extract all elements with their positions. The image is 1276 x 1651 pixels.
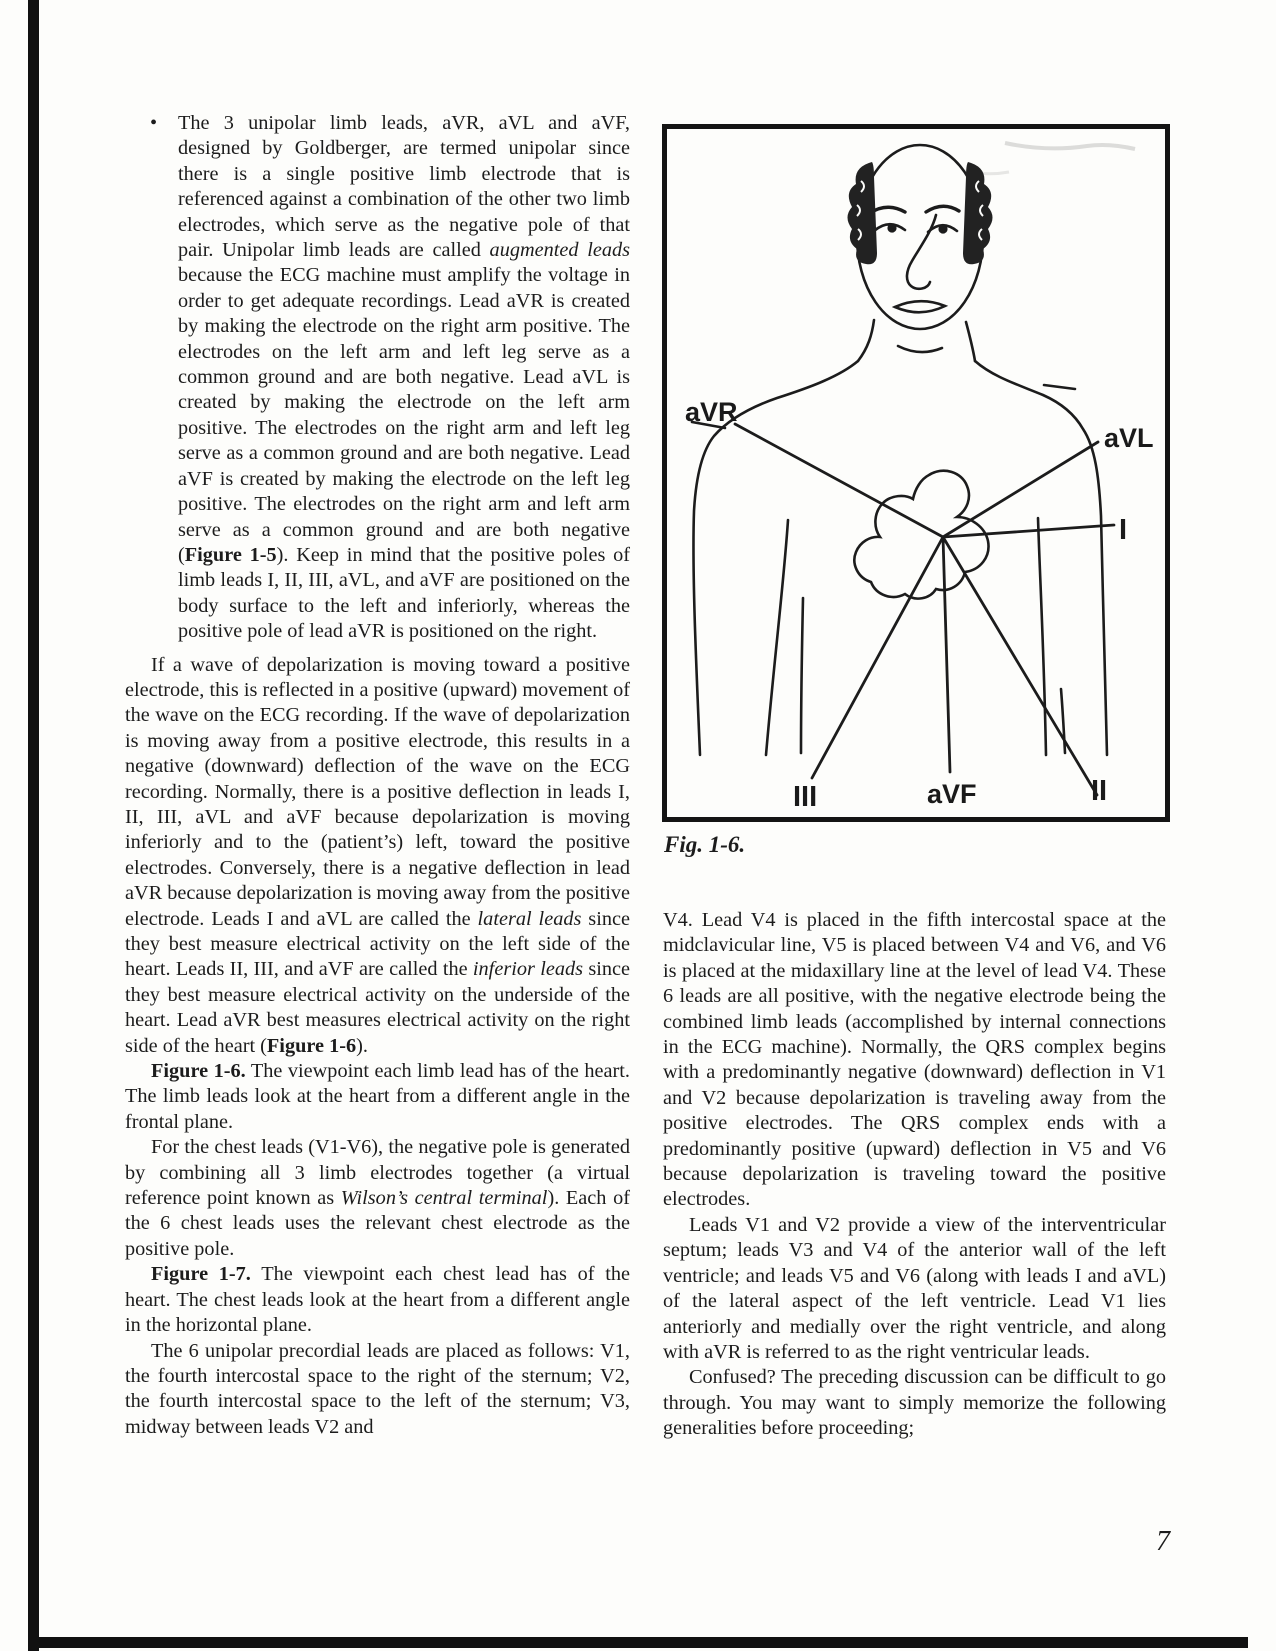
label-avf: aVF — [927, 779, 977, 809]
left-column — [125, 111, 630, 1440]
scan-border-bottom — [28, 1637, 1248, 1648]
paragraph-chest-leads: For the chest leads (V1-V6), the negative pole is generated by combining all 3 limb electrodes together (a virtual reference point known as Wilson’s central terminal). Each of the 6 chest leads uses the relevant chest electrode as the positive pole. — [125, 1136, 630, 1260]
page-number: 7 — [1156, 1526, 1170, 1557]
neck-crease — [898, 346, 942, 352]
paragraph-lead-views: Leads V1 and V2 provide a view of the interventricular septum; leads V3 and V4 of the anterior wall of the left ventricle; and leads V5 and V6 (along with leads I and aVL) of the lateral aspect of the left ventricle. Lead V1 lies anteriorly and medially over the right ventricle, and along with aVR is referred to as the right ventricular leads. — [663, 1213, 1166, 1363]
figure-caption: Fig. 1-6. — [664, 832, 746, 857]
right-arm-outline — [975, 361, 1107, 755]
paragraph-depolarization: If a wave of depolarization is moving toward a positive electrode, this is reflected in a positive (upward) movement of the wave on the ECG recording. If the wave of depolarization is moving away from a positive electrode, this results in a negative (downward) deflection of the wave on the ECG recording. Normally, there is a positive deflection in leads I, II, III, aVL and aVF because depolarization is moving inferiorly and to the (patient’s) left, toward the positive electrodes. Conversely, there is a negative deflection in lead aVR because depolarization is moving away from the positive electrode. Leads I and aVL are called the lateral leads since they best measure electrical activity on the left side of the heart. Leads II, III, and aVF are called the inferior leads since they best measure electrical activity on the underside of the heart. Lead aVR best measures electrical activity on the right side of the heart (Figure 1-6). — [125, 653, 630, 1057]
label-lead-i: I — [1119, 514, 1128, 546]
right-pupil — [938, 224, 947, 233]
avf-axis-line — [943, 537, 950, 772]
label-lead-ii: II — [1091, 775, 1108, 807]
left-pupil — [887, 223, 896, 232]
paragraph-precordial-leads: The 6 unipolar precordial leads are placed as follows: V1, the fourth intercostal space to the right of the sternum; V2, the fourth intercostal space to the left of the sternum; V3, midway between leads V2 and — [125, 1339, 630, 1438]
label-avl: aVL — [1104, 423, 1154, 453]
mouth — [895, 301, 945, 312]
bullet-paragraph: The 3 unipolar limb leads, aVR, aVL and aVF, designed by Goldberger, are termed unipolar since there is a single positive limb electrode that is referenced against a combination of the other two limb electrodes, which serve as the negative pole of that pair. Unipolar limb leads are called augmented leads because the ECG machine must amplify the voltage in order to get adequate recordings. Lead aVR is created by making the electrode on the right arm positive. The electrodes on the left arm and left leg serve as a common ground and are both negative. Lead aVL is created by making the electrode on the left arm positive. The electrodes on the right arm and left leg serve as a common ground and are both negative. Lead aVF is created by making the electrode on the left leg positive. The electrodes on the right arm and left arm serve as a common ground and are both negative (Figure 1-5). Keep in mind that the positive poles of limb leads I, II, III, aVL, and aVF are positioned on the body surface to the left and inferiorly, whereas the positive pole of lead aVR is positioned on the right. — [178, 112, 631, 643]
paragraph-figure-1-7-legend: Figure 1-7. The viewpoint each chest lead has of the heart. The chest leads look at the heart from a different angle in the horizontal plane. — [125, 1263, 630, 1337]
man-line-drawing — [692, 145, 1114, 795]
scan-smudge — [1005, 143, 1135, 149]
paragraph-confused: Confused? The preceding discussion can be difficult to go through. You may want to simply memorize the following generalities before proceeding; — [663, 1366, 1166, 1440]
right-column — [663, 908, 1166, 1442]
label-avr: aVR — [685, 397, 738, 427]
bullet-item — [125, 111, 630, 645]
figure-1-6-image — [662, 124, 1170, 822]
avr-axis-line — [735, 424, 943, 537]
avl-axis-line — [943, 442, 1098, 537]
label-lead-iii: III — [793, 781, 818, 813]
paragraph-figure-1-6-legend: Figure 1-6. The viewpoint each limb lead has of the heart. The limb leads look at the heart from a different angle in the frontal plane. — [125, 1060, 630, 1133]
limb-lead-diagram — [667, 129, 1165, 817]
paragraph-v4-continuation: V4. Lead V4 is placed in the fifth intercostal space at the midclavicular line, V5 is placed between V4 and V6, and V6 is placed at the midaxillary line at the level of lead V4. These 6 leads are all positive, with the negative electrode being the combined limb leads (accomplished by internal connections in the ECG machine). Normally, the QRS complex begins with a predominantly negative (downward) deflection in V1 and V2 because depolarization is traveling away from the positive electrodes. The QRS complex ends with a predominantly positive (upward) deflection in V5 and V6 because depolarization is traveling toward the positive electrodes. — [663, 909, 1166, 1211]
lead-i-axis-line — [943, 525, 1114, 537]
lead-ii-axis-line — [943, 537, 1097, 795]
scan-border-left — [28, 0, 39, 1651]
nose — [907, 215, 936, 289]
bullet-marker: • — [150, 112, 158, 134]
right-eyebrow — [926, 206, 959, 212]
lead-iii-axis-line — [812, 537, 943, 778]
